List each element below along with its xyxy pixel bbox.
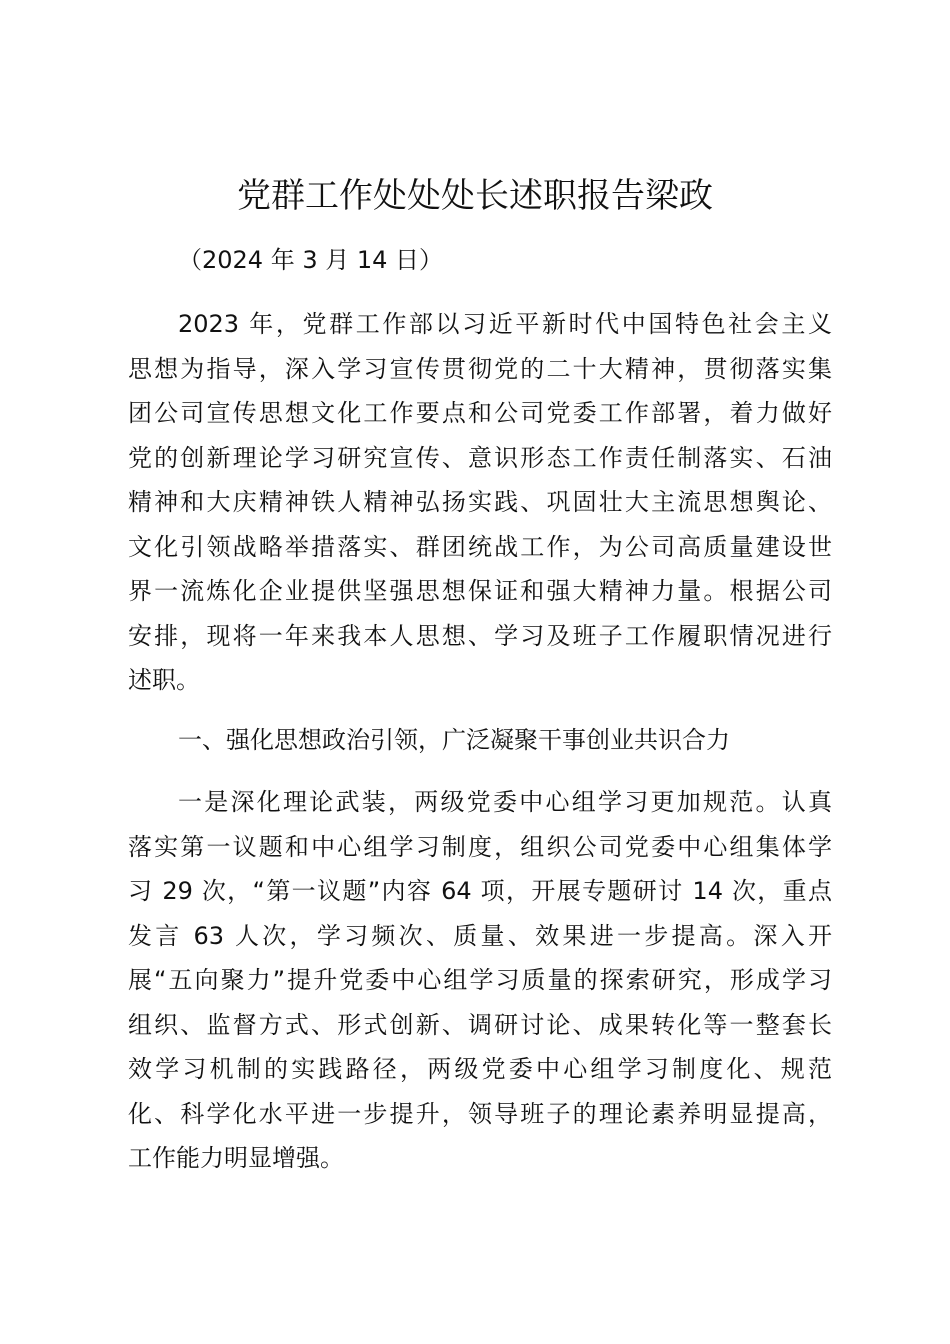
document-title: 党群工作处处处长述职报告梁政	[237, 176, 713, 216]
paragraph-line: 精神和大庆精神铁人精神弘扬实践、巩固壮大主流思想舆论、	[128, 488, 832, 516]
paragraph-line: 效学习机制的实践路径，两级党委中心组学习制度化、规范	[128, 1055, 832, 1083]
paragraph-line: 工作能力明显增强。	[128, 1144, 344, 1172]
section-heading-1	[128, 718, 832, 763]
paragraph-line: 习 29 次，“第一议题”内容 64 项，开展专题研讨 14 次，重点	[128, 877, 832, 905]
paragraph-line: 化、科学化水平进一步提升，领导班子的理论素养明显提高，	[128, 1099, 832, 1128]
document-date: （2024 年 3 月 14 日）	[178, 246, 444, 274]
paragraph-line: 团公司宣传思想文化工作要点和公司党委工作部署，着力做好	[128, 399, 832, 427]
section-heading-text: 一、强化思想政治引领，广泛凝聚干事创业共识合力	[178, 726, 730, 754]
paragraph-intro	[128, 302, 832, 703]
paragraph-line: 展“五向聚力”提升党委中心组学习质量的探索研究，形成学习	[128, 966, 832, 994]
paragraph-line: 2023 年，党群工作部以习近平新时代中国特色社会主义	[178, 310, 832, 338]
paragraph-line: 述职。	[128, 666, 200, 694]
paragraph-theory	[128, 780, 832, 1181]
paragraph-line: 界一流炼化企业提供坚强思想保证和强大精神力量。根据公司	[128, 577, 832, 605]
paragraph-line: 发言 63 人次，学习频次、质量、效果进一步提高。深入开	[128, 921, 832, 950]
paragraph-line: 一是深化理论武装，两级党委中心组学习更加规范。认真	[178, 788, 832, 816]
paragraph-line: 文化引领战略举措落实、群团统战工作，为公司高质量建设世	[128, 532, 832, 561]
paragraph-line: 安排，现将一年来我本人思想、学习及班子工作履职情况进行	[128, 621, 832, 650]
paragraph-line: 落实第一议题和中心组学习制度，组织公司党委中心组集体学	[128, 832, 832, 861]
paragraph-line: 思想为指导，深入学习宣传贯彻党的二十大精神，贯彻落实集	[128, 354, 832, 383]
paragraph-line: 党的创新理论学习研究宣传、意识形态工作责任制落实、石油	[128, 443, 832, 472]
paragraph-line: 组织、监督方式、形式创新、调研讨论、成果转化等一整套长	[128, 1010, 832, 1039]
